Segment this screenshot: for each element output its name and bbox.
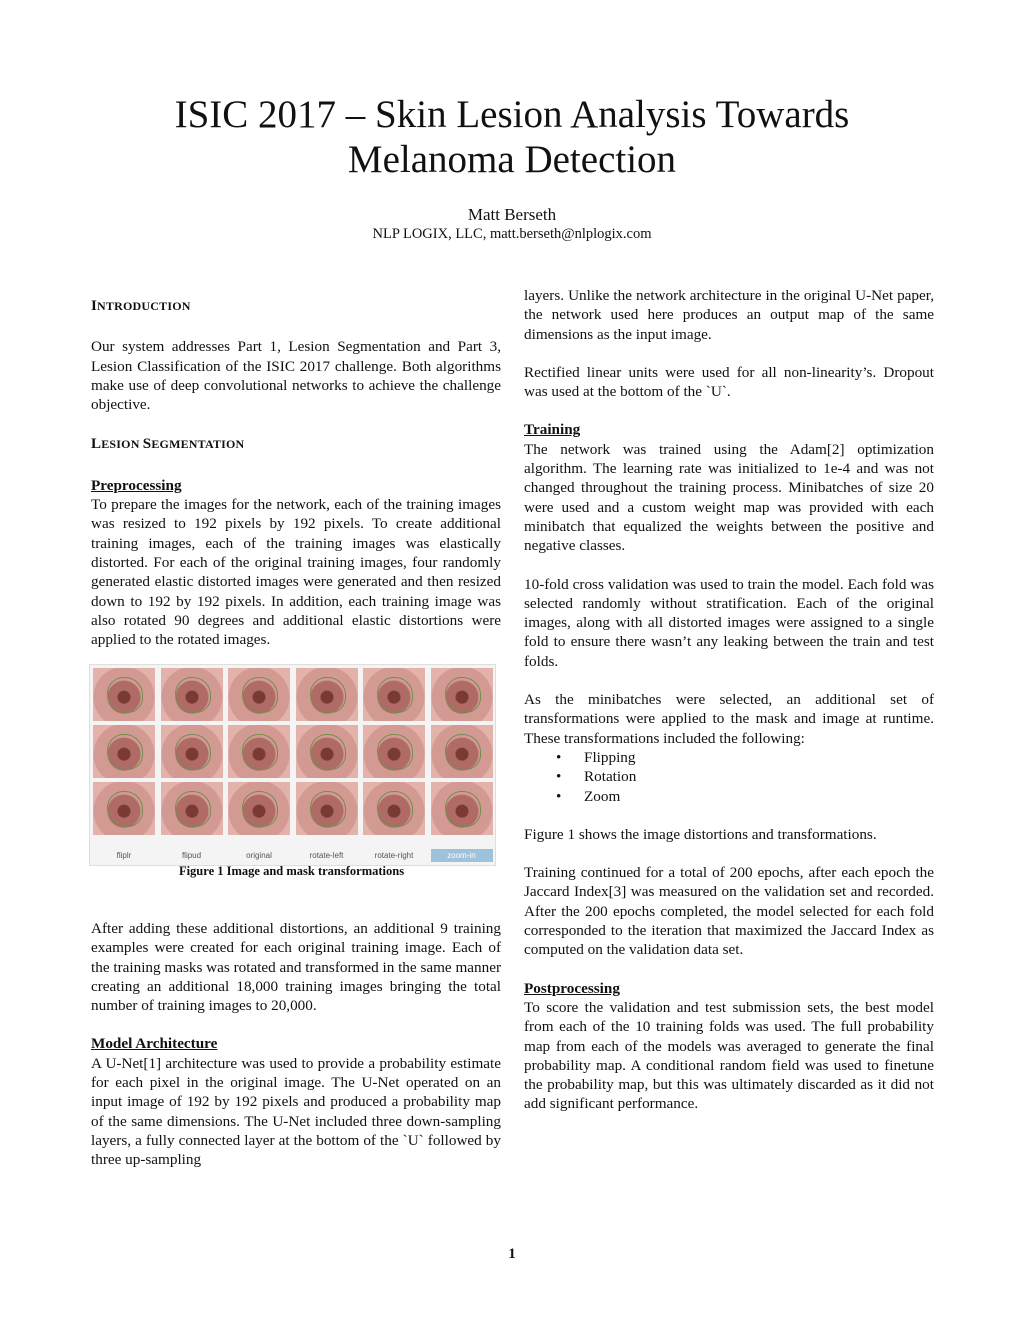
postprocessing-subheading: Postprocessing xyxy=(524,979,620,997)
cross-validation-paragraph: 10-fold cross validation was used to train the model. Each fold was selected randomly without stratification. Each of the original images, along with all distorted images were assigned to a single fold to ensure there wasn’t any leaking between the train and test folds. xyxy=(524,575,934,670)
transformation-list xyxy=(524,748,934,806)
relu-paragraph: Rectified linear units were used for all non-linearity’s. Dropout was used at the bottom of the `U`. xyxy=(524,363,934,401)
lesion-thumbnail xyxy=(228,668,290,721)
epochs-paragraph: Training continued for a total of 200 epochs, after each epoch the Jaccard Index[3] was measured on the validation set and recorded. After the 200 epochs completed, the model selected for each fold corresponded to the iteration that maximized the Jaccard Index as computed on the validation data set. xyxy=(524,864,934,959)
lesion-thumbnail xyxy=(296,668,358,721)
left-column xyxy=(91,297,501,649)
model-architecture-subheading: Model Architecture xyxy=(91,1035,218,1053)
page-number: 1 xyxy=(508,1246,516,1262)
list-item: • Zoom xyxy=(524,787,934,806)
lesion-thumbnail xyxy=(93,725,155,778)
lesion-thumbnail xyxy=(431,782,493,835)
figure-1-image-grid xyxy=(89,664,496,866)
preprocessing-paragraph: To prepare the images for the network, each of the training images was resized to 192 pixels by 192 pixels. To create additional training images, each of the training images was elastically distorted. For each of the original training images, four randomly generated elastic distorted images were generated and then resized down to 192 by 192 pixels. In addition, each training image was also rotated 90 degrees and additional elastic distortions were applied to the rotated images. xyxy=(91,496,501,649)
preprocessing-subheading: Preprocessing xyxy=(91,476,182,494)
figure-label-flipud: flipud xyxy=(181,851,202,860)
figure-label-rotate-left: rotate-left xyxy=(309,851,344,860)
model-architecture-paragraph: A U-Net[1] architecture was used to provide a probability estimate for each pixel in the original image. The U-Net operated on an input image of 192 by 192 pixels and produced a probability map of the same dimensions. The U-Net included three down-sampling layers, a fully connected layer at the bottom of the `U` followed by three up-sampling xyxy=(91,1054,501,1169)
lesion-thumbnail xyxy=(296,782,358,835)
figure-tiles xyxy=(93,668,493,835)
paper-title xyxy=(0,92,1024,182)
lesion-thumbnail xyxy=(93,782,155,835)
lesion-thumbnail xyxy=(363,668,425,721)
lesion-thumbnail xyxy=(296,725,358,778)
right-column xyxy=(524,286,934,1114)
lesion-segmentation-heading: LESION SEGMENTATION xyxy=(91,436,245,453)
lesion-thumbnail xyxy=(363,782,425,835)
postprocessing-paragraph: To score the validation and test submission sets, the best model from each of the 10 training folds was used. The full probability map from each of the models was averaged to generate the final probability map. A conditional random field was used to finetune the probability map, but this was ultimately discarded as it did not add significant performance. xyxy=(524,998,934,1113)
author-affiliation: NLP LOGIX, LLC, matt.berseth@nlplogix.com xyxy=(372,226,652,242)
augmentation-paragraph: After adding these additional distortions, an additional 9 training examples were created for each original training image. Each of the training masks was rotated and transformed in the same manner creating an additional 18,000 training images bringing the total number of training images to 20,000. xyxy=(91,920,501,1015)
figure-label-rotate-right: rotate-right xyxy=(374,851,414,860)
lesion-thumbnail xyxy=(161,782,223,835)
minibatch-paragraph: As the minibatches were selected, an additional set of transformations were applied to the mask and image at runtime. These transformations included the following: xyxy=(524,691,934,747)
figure-reference-paragraph: Figure 1 shows the image distortions and transformations. xyxy=(524,825,877,843)
list-item: • Flipping xyxy=(524,748,934,767)
list-item: • Rotation xyxy=(524,767,934,786)
training-paragraph: The network was trained using the Adam[2] optimization algorithm. The learning rate was initialized to 1e-4 and was not changed throughout the training process. Minibatches of size 20 were used and a custom weight map was provided with each minibatch that equalized the weights between the positive and negative classes. xyxy=(524,440,934,555)
title-line-1: ISIC 2017 – Skin Lesion Analysis Towards xyxy=(174,93,850,136)
figure-label-original: original xyxy=(246,851,272,860)
introduction-heading: INTRODUCTION xyxy=(91,298,191,314)
lesion-thumbnail xyxy=(431,668,493,721)
figure-1-caption: Figure 1 Image and mask transformations xyxy=(178,864,405,878)
author-name: Matt Berseth xyxy=(467,205,557,224)
lesion-thumbnail xyxy=(228,782,290,835)
figure-label-fliplr: fliplr xyxy=(116,851,132,860)
title-line-2: Melanoma Detection xyxy=(347,138,677,181)
training-subheading: Training xyxy=(524,421,581,439)
introduction-paragraph: Our system addresses Part 1, Lesion Segmentation and Part 3, Lesion Classification of the ISIC 2017 challenge. Both algorithms make use of deep convolutional networks to achieve the challenge objective. xyxy=(91,338,501,414)
lesion-thumbnail xyxy=(363,725,425,778)
left-column-lower xyxy=(91,919,501,1170)
architecture-continued-paragraph: layers. Unlike the network architecture in the original U-Net paper, the network used here produces an output map of the same dimensions as the input image. xyxy=(524,287,934,343)
lesion-thumbnail xyxy=(161,725,223,778)
lesion-thumbnail xyxy=(228,725,290,778)
figure-labels xyxy=(93,849,493,862)
figure-label-zoom-in: zoom-in xyxy=(431,849,493,862)
lesion-thumbnail xyxy=(431,725,493,778)
lesion-thumbnail xyxy=(93,668,155,721)
lesion-thumbnail xyxy=(161,668,223,721)
